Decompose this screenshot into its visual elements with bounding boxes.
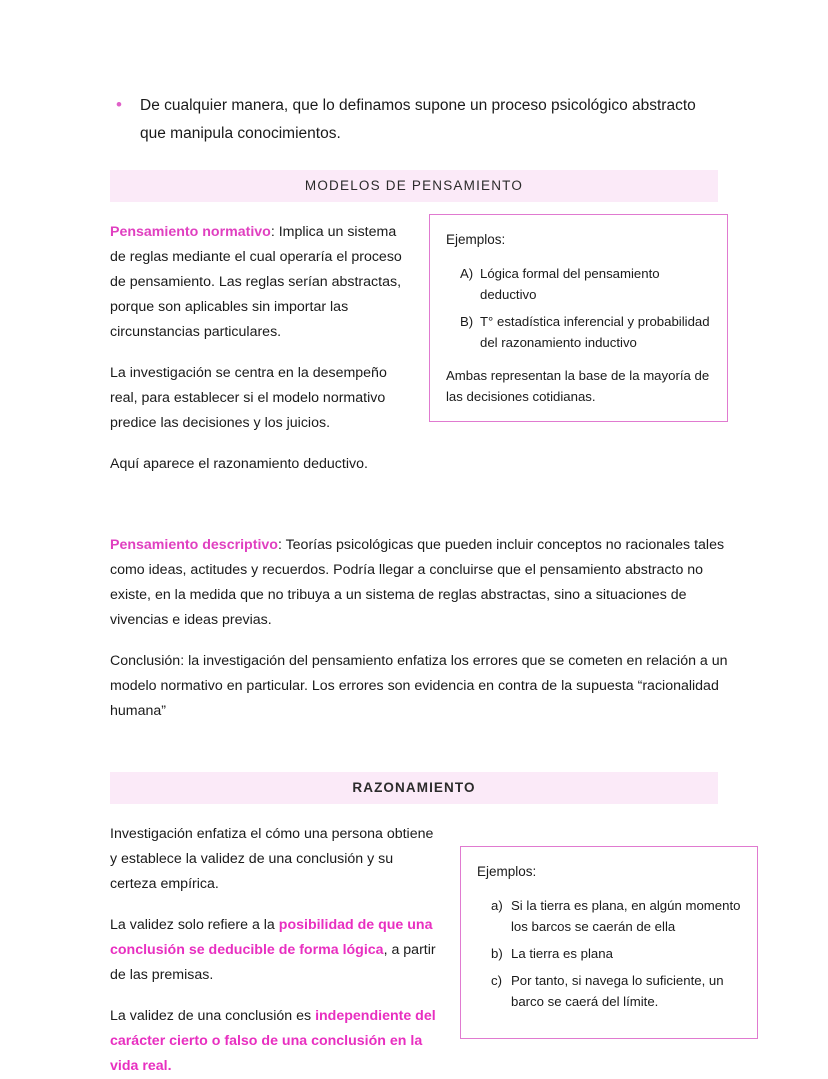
- examples-box-models-title: Ejemplos:: [446, 232, 506, 247]
- normative-paragraph-2: La investigación se centra en la desempeño real, para establecer si el modelo normativo predice las decisiones y los juicios.: [110, 365, 387, 431]
- descriptive-term: Pensamiento descriptivo: [110, 537, 278, 553]
- reasoning-paragraph-2-a: La validez solo refiere a la: [110, 917, 279, 933]
- reasoning-paragraph-2: [110, 913, 440, 988]
- reasoning-paragraph-3: [110, 1004, 440, 1079]
- list-item-label: A): [460, 266, 474, 281]
- descriptive-paragraph-1-rest: : Teorías psicológicas que pueden incluir conceptos no racionales tales como ideas, actitudes y recuerdos. Podría llegar a concluirse que el pensamiento abstracto no existe, en la medida que no tribuya a un sistema de reglas abstractas, sino a situaciones de vivencias e ideas previas.: [110, 537, 725, 628]
- models-two-column: [110, 202, 728, 477]
- list-item-label: b): [491, 946, 503, 961]
- list-item: [477, 943, 741, 964]
- reasoning-paragraph-3-highlight: independiente del carácter cierto o falso de una conclusión en la vida real.: [110, 1008, 436, 1074]
- list-item-text: Lógica formal del pensamiento deductivo: [480, 266, 660, 302]
- reasoning-paragraph-2-b: , a partir de las premisas.: [110, 942, 436, 983]
- reasoning-two-column: [110, 804, 758, 1079]
- list-item-text: La tierra es plana: [511, 946, 613, 961]
- normative-term: Pensamiento normativo: [110, 224, 271, 240]
- bullet-row: [110, 92, 728, 148]
- examples-box-models-list: [446, 263, 711, 353]
- examples-box-reasoning: [460, 846, 758, 1039]
- bullet-text: De cualquier manera, que lo definamos supone un proceso psicológico abstracto que manipula conocimientos.: [140, 97, 696, 142]
- list-item-text: Si la tierra es plana, en algún momento los barcos se caerán de ella: [511, 898, 741, 934]
- examples-box-models-footer: Ambas representan la base de la mayoría de las decisiones cotidianas.: [446, 368, 710, 404]
- bullet-dot-icon: •: [116, 95, 122, 114]
- examples-box-reasoning-list: [477, 895, 741, 1012]
- list-item-text: T° estadística inferencial y probabilidad del razonamiento inductivo: [480, 314, 710, 350]
- examples-box-reasoning-title: Ejemplos:: [477, 864, 537, 879]
- spacer: [0, 477, 828, 533]
- reasoning-examples-column: [460, 804, 758, 1039]
- top-bullet-block: [0, 0, 828, 148]
- list-item-label: B): [460, 314, 474, 329]
- list-item: [446, 311, 711, 353]
- descriptive-paragraph-2: Conclusión: la investigación del pensamiento enfatiza los errores que se cometen en relación a un modelo normativo en particular. Los errores son evidencia en contra de la supuesta “racionalidad humana”: [110, 653, 728, 719]
- descriptive-block: [110, 533, 728, 724]
- reasoning-paragraph-2-highlight: posibilidad de que una conclusión se deducible de forma lógica: [110, 917, 433, 958]
- list-item-label: c): [491, 973, 502, 988]
- list-item-text: Por tanto, si navega lo suficiente, un barco se caerá del límite.: [511, 973, 724, 1009]
- section-banner-reasoning: RAZONAMIENTO: [110, 772, 718, 804]
- reasoning-paragraph-3-a: La validez de una conclusión es: [110, 1008, 316, 1024]
- spacer: [0, 724, 828, 750]
- normative-examples-column: [429, 202, 728, 422]
- list-item: [477, 970, 741, 1012]
- normative-paragraph-1-rest: : Implica un sistema de reglas mediante el cual operaría el proceso de pensamiento. Las reglas serían abstractas, porque son aplicables sin importar las circunstancias particulares.: [110, 224, 402, 340]
- reasoning-paragraph-1: Investigación enfatiza el cómo una persona obtiene y establece la validez de una conclusión y su certeza empírica.: [110, 826, 434, 892]
- examples-box-models: [429, 214, 728, 422]
- normative-text-column: [110, 202, 415, 477]
- normative-paragraph-3: Aquí aparece el razonamiento deductivo.: [110, 456, 368, 472]
- reasoning-text-column: [110, 804, 440, 1079]
- descriptive-paragraph-1: [110, 533, 728, 633]
- normative-paragraph-1: [110, 220, 415, 345]
- list-item-label: a): [491, 898, 503, 913]
- list-item: [477, 895, 741, 937]
- list-item: [446, 263, 711, 305]
- section-banner-models: MODELOS DE PENSAMIENTO: [110, 170, 718, 202]
